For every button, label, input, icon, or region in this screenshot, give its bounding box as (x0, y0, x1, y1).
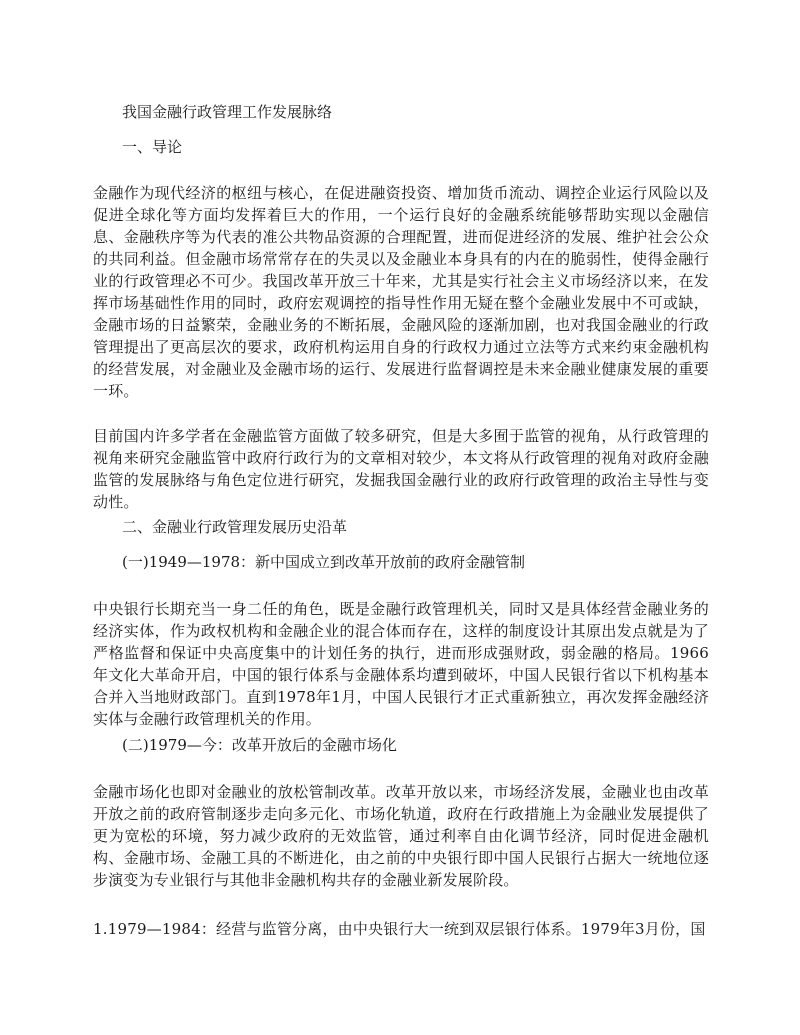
paragraph-central-bank-role: 中央银行长期充当一身二任的角色，既是金融行政管理机关，同时又是具体经营金融业务的经济实体，作为政权机构和金融企业的混合体而存在，这样的制度设计其原出发点就是为了严格监督和保证中央高度集中的计划任务的执行，进而形成强财政，弱金融的格局。1966年文化大革命开启，中国的银行体系与金融体系均遭到破坏，中国人民银行省以下机构基本合并入当地财政部门。直到1978年1月，中国人民银行才正式重新独立，再次发挥金融经济实体与金融行政管理机关的作用。 (93, 600, 709, 728)
paragraph-financial-marketization: 金融市场化也即对金融业的放松管制改革。改革开放以来，市场经济发展，金融业也由改革开放之前的政府管制逐步走向多元化、市场化轨道，政府在行政措施上为金融业发展提供了更为宽松的环境，努力减少政府的无效监管，通过利率自由化调节经济，同时促进金融机构、金融市场、金融工具的不断进化，由之前的中央银行即中国人民银行占据大一统地位逐步演变为专业银行与其他非金融机构共存的金融业新发展阶段。 (93, 783, 709, 889)
paragraph-research-context: 目前国内许多学者在金融监管方面做了较多研究，但是大多囿于监管的视角，从行政管理的视角来研究金融监管中政府行政行为的文章相对较少，本文将从行政管理的视角对政府金融监管的发展脉络与角色定位进行研究，发掘我国金融行业的政府行政管理的政治主导性与变动性。 (93, 427, 709, 511)
paragraph-introduction: 金融作为现代经济的枢纽与核心，在促进融资投资、增加货币流动、调控企业运行风险以及促进全球化等方面均发挥着巨大的作用，一个运行良好的金融系统能够帮助实现以金融信息、金融秩序等为代表的准公共物品资源的合理配置，进而促进经济的发展、维护社会公众的共同利益。但金融市场常常存在的失灵以及金融业本身具有的内在的脆弱性，使得金融行业的行政管理必不可少。我国改革开放三十年来，尤其是实行社会主义市场经济以来，在发挥市场基础性作用的同时，政府宏观调控的指导性作用无疑在整个金融业发展中不可或缺，金融市场的日益繁荣，金融业务的不断拓展，金融风险的逐渐加剧，也对我国金融业的行政管理提出了更高层次的要求，政府机构运用自身的行政权力通过立法等方式来约束金融机构的经营发展，对金融业及金融市场的运行、发展进行监督调控是未来金融业健康发展的重要一环。 (93, 184, 709, 400)
paragraph-1979-1984-start: 1.1979—1984：经营与监管分离，由中央银行大一统到双层银行体系。1979年3月份，国 (93, 920, 706, 938)
section-heading-introduction: 一、导论 (122, 138, 183, 156)
subsection-heading-1949-1978: (一)1949—1978：新中国成立到改革开放前的政府金融管制 (122, 553, 526, 571)
section-heading-history: 二、金融业行政管理发展历史沿革 (122, 518, 348, 536)
document-title: 我国金融行政管理工作发展脉络 (122, 103, 333, 121)
subsection-heading-1979-present: (二)1979—今：改革开放后的金融市场化 (122, 736, 397, 754)
